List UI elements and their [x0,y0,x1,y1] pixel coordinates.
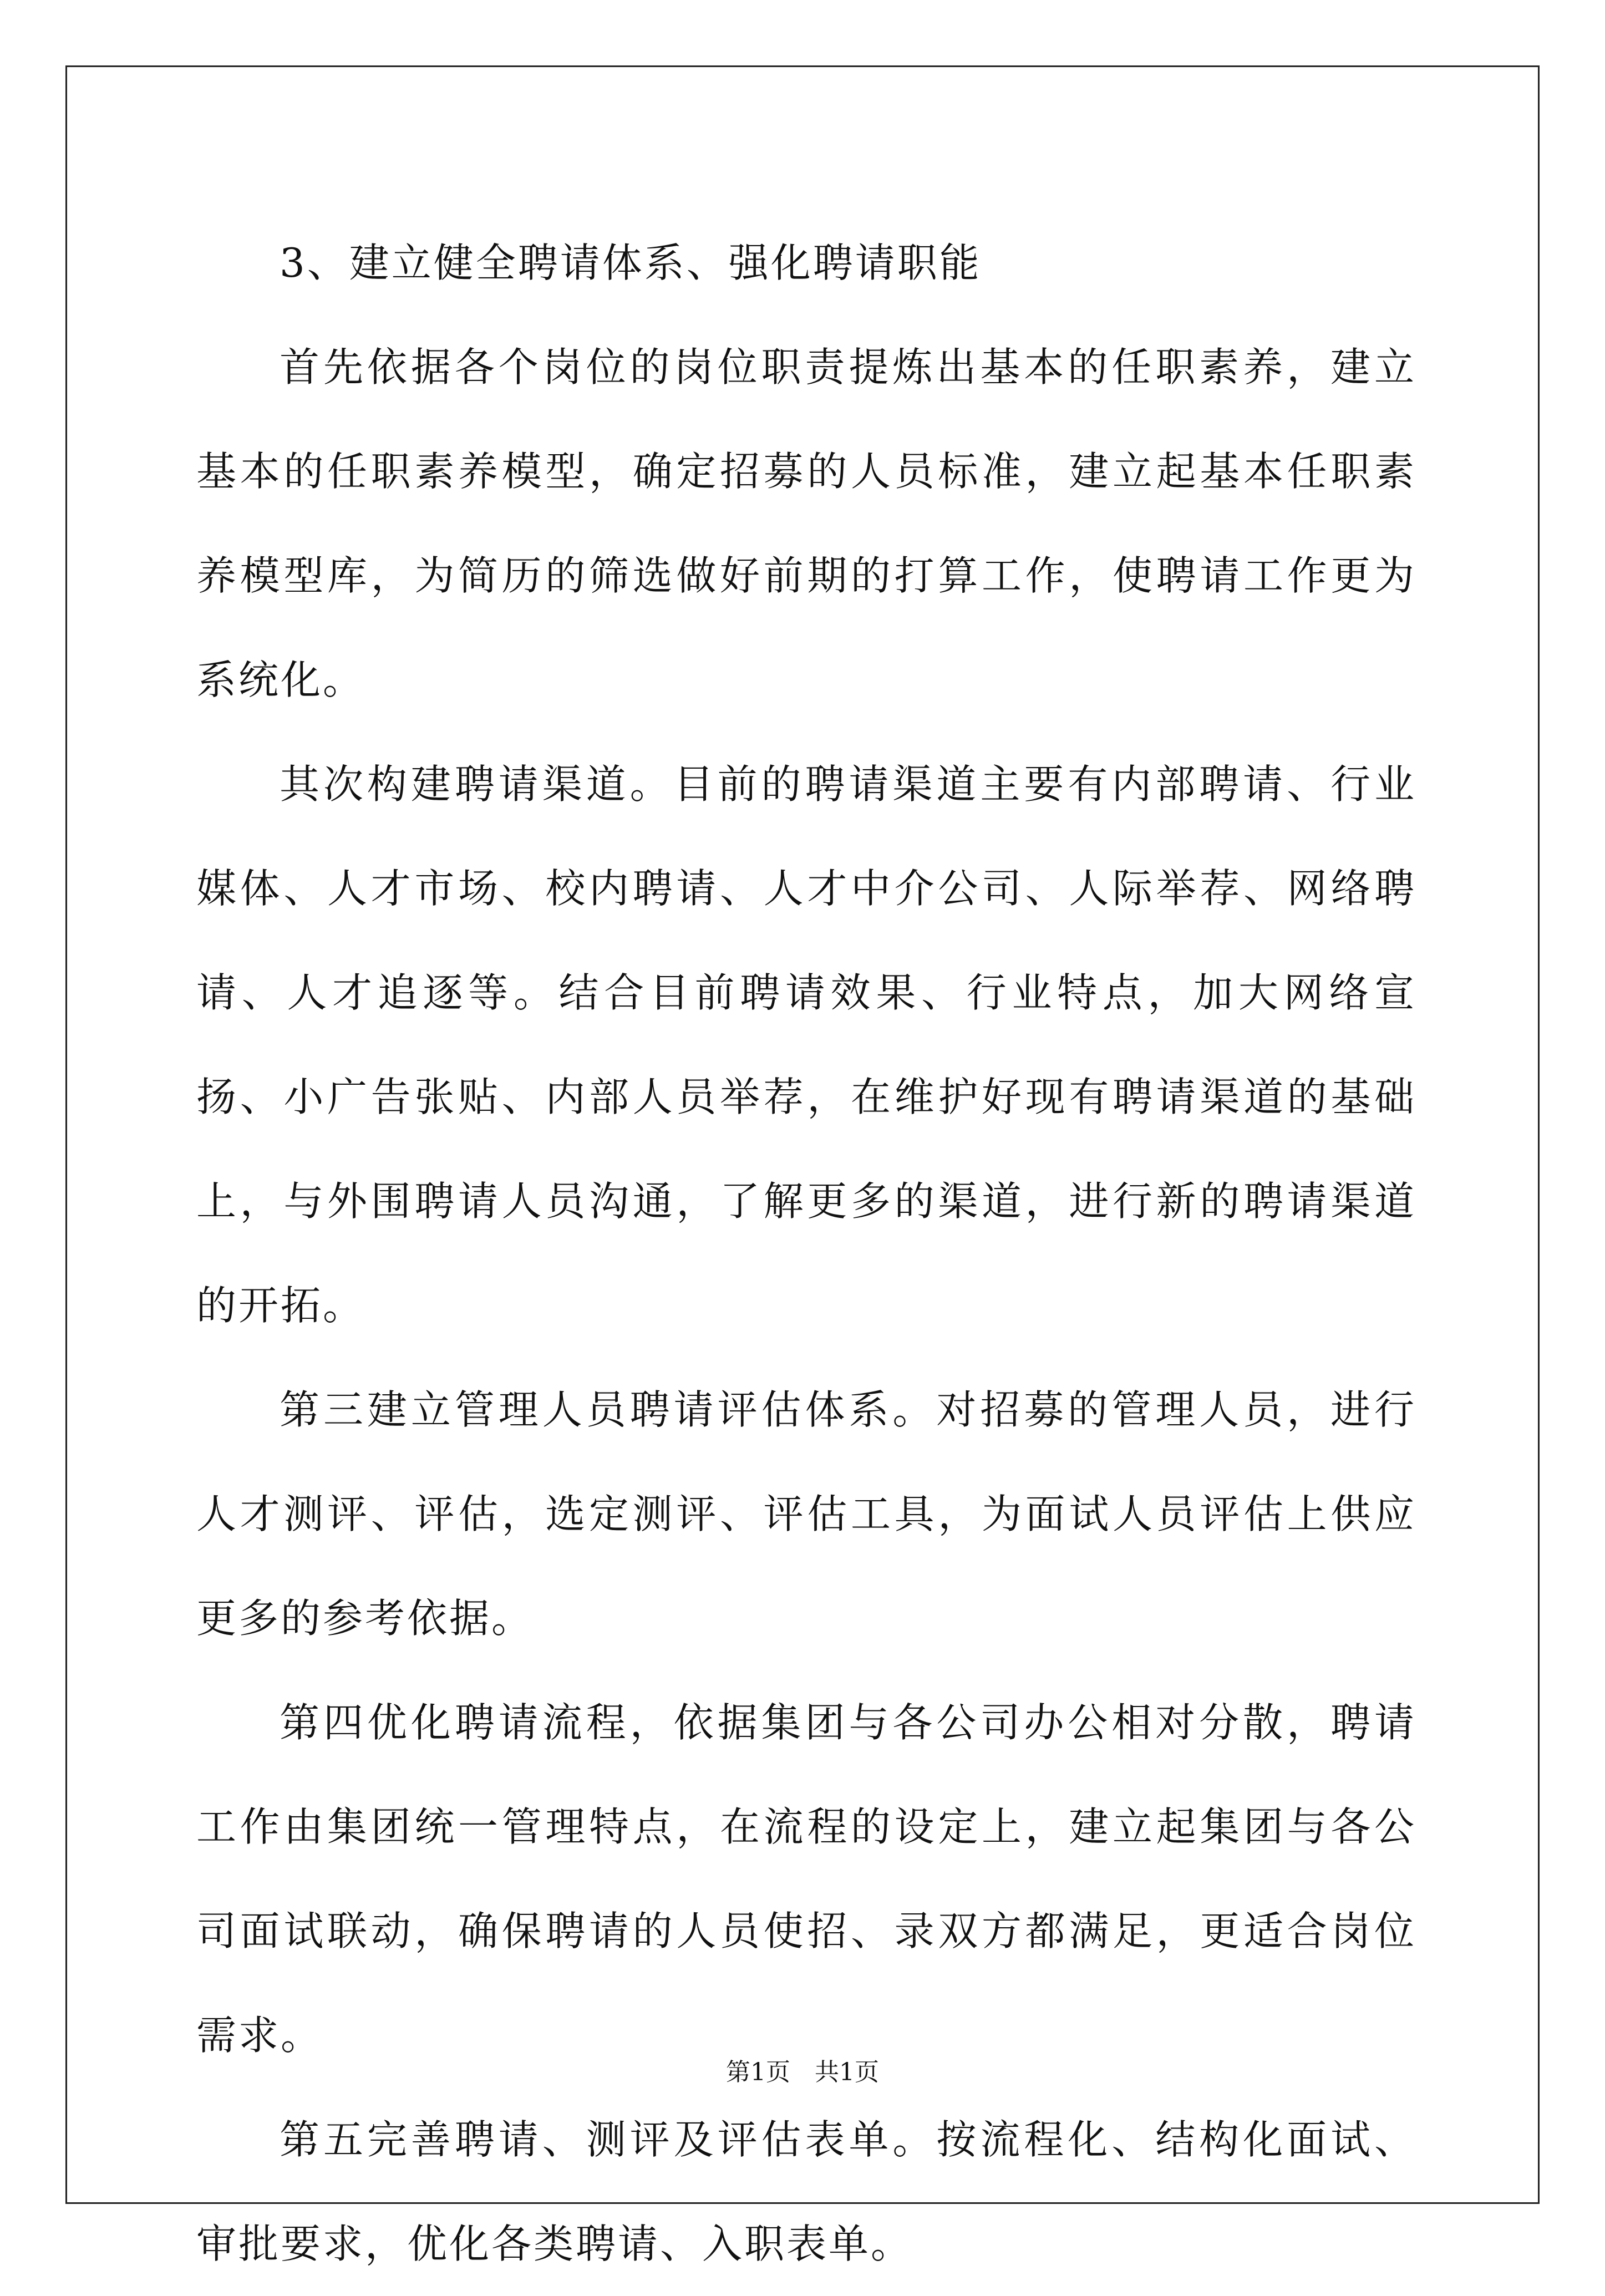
paragraph-3: 第三建立管理人员聘请评估体系。对招募的管理人员，进行人才测评、评估，选定测评、评估工具，为面试人员评估上供应更多的参考依据。 [196,1386,1416,1642]
paragraph-5: 第五完善聘请、测评及评估表单。按流程化、结构化面试、审批要求，优化各类聘请、入职表单。 [196,2116,1416,2267]
paragraph-4: 第四优化聘请流程，依据集团与各公司办公相对分散，聘请工作由集团统一管理特点，在流程的设定上，建立起集团与各公司面试联动，确保聘请的人员使招、录双方都满足，更适合岗位需求。 [196,1699,1416,2059]
paragraph-2: 其次构建聘请渠道。目前的聘请渠道主要有内部聘请、行业媒体、人才市场、校内聘请、人才中介公司、人际举荐、网络聘请、人才追逐等。结合目前聘请效果、行业特点，加大网络宣扬、小广告张贴、内部人员举荐，在维护好现有聘请渠道的基础上，与外围聘请人员沟通，了解更多的渠道，进行新的聘请渠道的开拓。 [196,761,1416,1329]
paragraph-1: 首先依据各个岗位的岗位职责提炼出基本的任职素养，建立基本的任职素养模型，确定招募的人员标准，建立起基本任职素养模型库，为简历的筛选做好前期的打算工作，使聘请工作更为系统化。 [196,344,1416,703]
section-heading: 3、建立健全聘请体系、强化聘请职能 [280,240,982,286]
document-body [196,211,1416,2296]
page-number: 第1页 共1页 [726,2058,879,2086]
